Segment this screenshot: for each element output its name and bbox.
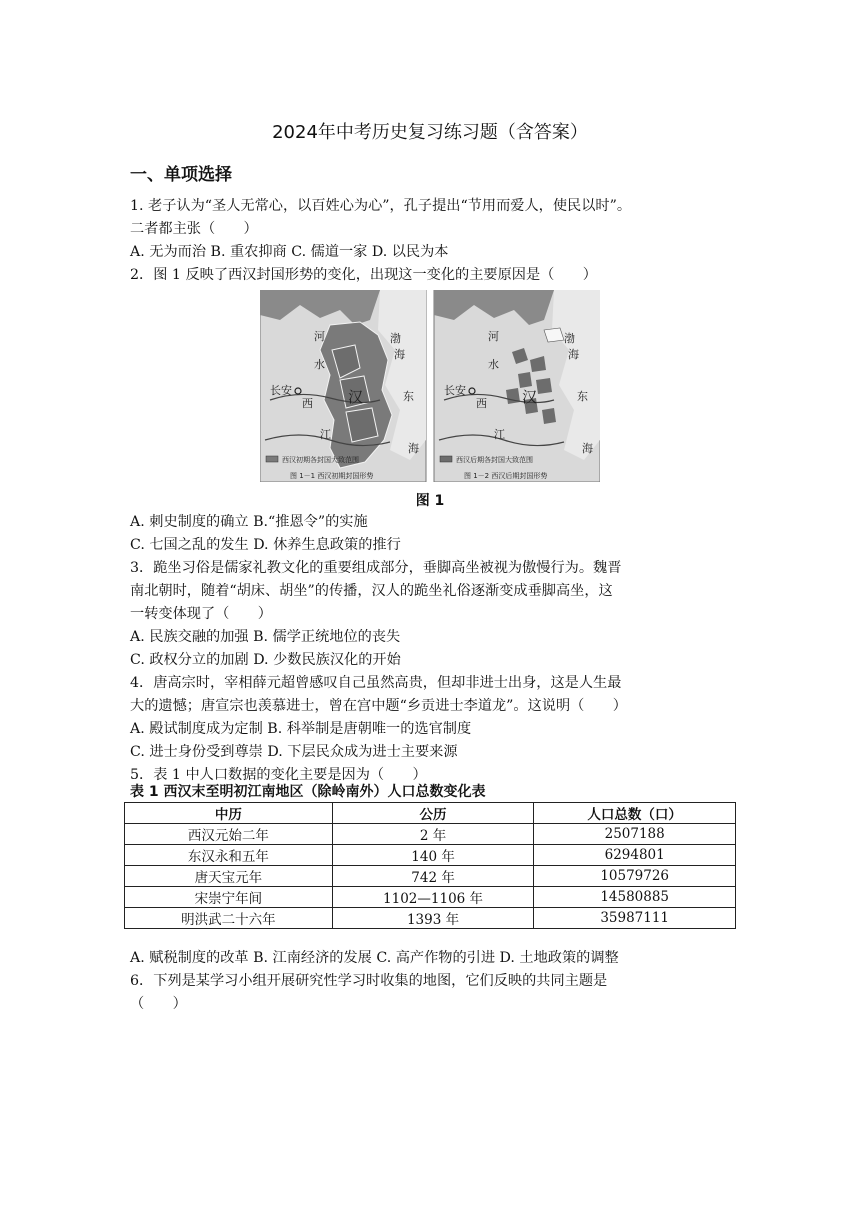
- table-cell: 西汉元始二年: [125, 824, 333, 845]
- map-left-label-hai2: 海: [408, 442, 419, 455]
- table-cell: 742 年: [332, 866, 534, 887]
- question-5-options: A. 赋税制度的改革 B. 江南经济的发展 C. 高产作物的引进 D. 土地政策的调整: [130, 950, 619, 966]
- question-3-options-2: C. 政权分立的加剧 D. 少数民族汉化的开始: [130, 652, 401, 668]
- table-row: [125, 866, 736, 887]
- table-row: [125, 908, 736, 929]
- section-heading: 一、单项选择: [130, 165, 232, 185]
- map-right-label-hai2: 海: [582, 442, 593, 455]
- population-table: [124, 802, 736, 929]
- map-right-legend: 西汉后期各封国大致范围: [456, 456, 533, 464]
- question-3-options-1: A. 民族交融的加强 B. 儒学正统地位的丧失: [130, 629, 401, 645]
- map-left-label-he: 河: [314, 330, 325, 343]
- table-cell: 1393 年: [332, 908, 534, 929]
- question-4-options-1: A. 殿试制度成为定制 B. 科举制是唐朝唯一的选官制度: [130, 721, 472, 737]
- table-cell: 宋崇宁年间: [125, 887, 333, 908]
- question-6-line-2: （ ）: [130, 996, 187, 1012]
- header-chinese-calendar: 中历: [125, 803, 333, 824]
- question-2-stem: 2．图 1 反映了西汉封国形势的变化，出现这一变化的主要原因是（ ）: [130, 267, 597, 283]
- question-1-options: A. 无为而治 B. 重农抑商 C. 儒道一家 D. 以民为本: [130, 244, 449, 260]
- page-title: 2024年中考历史复习练习题（含答案）: [272, 122, 588, 143]
- question-4-line-1: 4．唐高宗时，宰相薛元超曾感叹自己虽然高贵，但却非进士出身，这是人生最: [130, 675, 622, 691]
- map-left-label-dong: 东: [403, 390, 414, 403]
- table-cell: 35987111: [534, 908, 736, 929]
- map-left-label-han: 汉: [348, 388, 364, 406]
- question-3-line-1: 3．跪坐习俗是儒家礼教文化的重要组成部分，垂脚高坐被视为傲慢行为。魏晋: [130, 560, 622, 576]
- map-right-label-jiang: 江: [494, 428, 505, 441]
- figure-1-maps: [260, 290, 600, 482]
- header-population: 人口总数（口）: [534, 803, 736, 824]
- map-right-label-dong: 东: [577, 390, 588, 403]
- map-left-label-hai1: 海: [394, 348, 405, 361]
- map-right-label-shui: 水: [488, 358, 499, 371]
- map-right: [434, 290, 600, 482]
- map-left-label-bo: 渤: [390, 332, 401, 345]
- map-left-label-shui: 水: [314, 358, 325, 371]
- question-1-line-1: 1. 老子认为“圣人无常心，以百姓心为心”，孔子提出“节用而爱人，使民以时”。: [130, 198, 632, 214]
- table-cell: 6294801: [534, 845, 736, 866]
- question-6-line-1: 6．下列是某学习小组开展研究性学习时收集的地图，它们反映的共同主题是: [130, 973, 608, 989]
- table-row: [125, 824, 736, 845]
- map-left-legend: 西汉初期各封国大致范围: [282, 456, 359, 464]
- table-cell: 东汉永和五年: [125, 845, 333, 866]
- map-left: [260, 290, 426, 482]
- map-right-label-han: 汉: [522, 388, 538, 406]
- question-4-line-2: 大的遗憾；唐宣宗也羡慕进士，曾在宫中题“乡贡进士李道龙”。这说明（ ）: [130, 698, 627, 714]
- map-right-label-hai1: 海: [568, 348, 579, 361]
- table-cell: 140 年: [332, 845, 534, 866]
- map-right-label-xi: 西: [476, 397, 487, 410]
- map-left-label-changan: 长安: [270, 384, 292, 397]
- map-left-subcaption: 图 1－1 西汉初期封国形势: [290, 472, 374, 480]
- table-cell: 14580885: [534, 887, 736, 908]
- question-5-stem: 5．表 1 中人口数据的变化主要是因为（ ）: [130, 767, 427, 783]
- table-1-caption: 表 1 西汉末至明初江南地区（除岭南外）人口总数变化表: [130, 784, 486, 800]
- table-cell: 明洪武二十六年: [125, 908, 333, 929]
- table-cell: 1102—1106 年: [332, 887, 534, 908]
- question-3-line-2: 南北朝时，随着“胡床、胡坐”的传播，汉人的跪坐礼俗逐渐变成垂脚高坐，这: [130, 583, 613, 599]
- question-2-options-2: C. 七国之乱的发生 D. 休养生息政策的推行: [130, 537, 401, 553]
- map-right-subcaption: 图 1－2 西汉后期封国形势: [464, 472, 548, 480]
- question-4-options-2: C. 进士身份受到尊崇 D. 下层民众成为进士主要来源: [130, 744, 458, 760]
- header-gregorian: 公历: [332, 803, 534, 824]
- map-right-label-changan: 长安: [444, 384, 466, 397]
- figure-1-caption: 图 1: [415, 493, 445, 509]
- table-row: [125, 887, 736, 908]
- question-2-options-1: A. 刺史制度的确立 B.“推恩令”的实施: [130, 514, 368, 530]
- table-cell: 2507188: [534, 824, 736, 845]
- map-left-label-xi: 西: [302, 397, 313, 410]
- table-header-row: [125, 803, 736, 824]
- table-cell: 唐天宝元年: [125, 866, 333, 887]
- map-left-label-jiang: 江: [320, 428, 331, 441]
- table-cell: 10579726: [534, 866, 736, 887]
- table-row: [125, 845, 736, 866]
- question-3-line-3: 一转变体现了（ ）: [130, 606, 272, 622]
- map-right-label-he: 河: [488, 330, 499, 343]
- map-right-label-bo: 渤: [564, 332, 575, 345]
- table-cell: 2 年: [332, 824, 534, 845]
- question-1-line-2: 二者都主张（ ）: [130, 221, 258, 237]
